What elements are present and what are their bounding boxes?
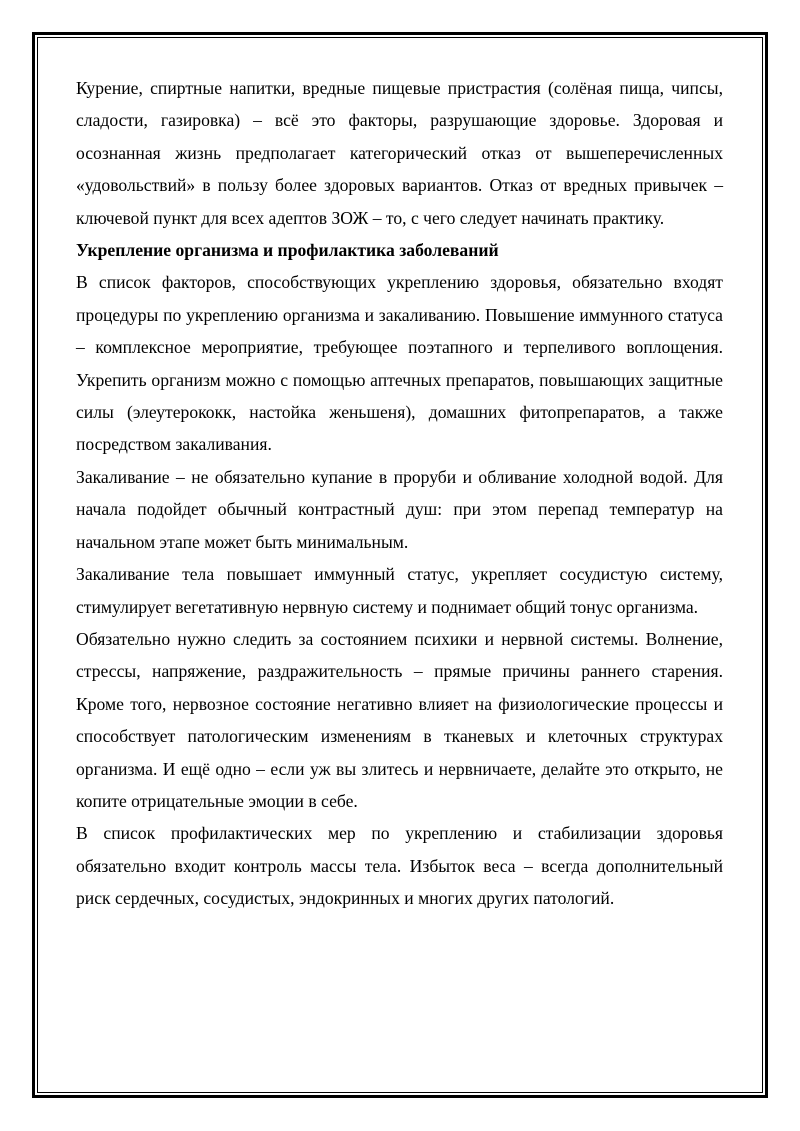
- section-heading: Укрепление организма и профилактика заболеваний: [76, 240, 499, 261]
- paragraph-hardening: Закаливание – не обязательно купание в проруби и обливание холодной водой. Для начала подойдет обычный контрастный душ: при этом перепад температур на начальном этапе может быть минимальным.: [76, 466, 723, 552]
- paragraph-hardening-benefits: Закаливание тела повышает иммунный статус, укрепляет сосудистую систему, стимулирует вегетативную нервную систему и поднимает общий тонус организма.: [76, 564, 723, 617]
- paragraph-nervous-system: Обязательно нужно следить за состоянием психики и нервной системы. Волнение, стрессы, напряжение, раздражительность – прямые причины раннего старения. Кроме того, нервозное состояние негативно влияет на физиологические процессы и способствует патологическим изменениям в тканевых и клеточных структурах организма. И ещё одно – если уж вы злитесь и нервничаете, делайте это открыто, не копите отрицательные эмоции в себе.: [76, 628, 723, 811]
- document-body: [76, 72, 723, 915]
- paragraph-strengthening: В список факторов, способствующих укреплению здоровья, обязательно входят процедуры по укреплению организма и закаливанию. Повышение иммунного статуса – комплексное мероприятие, требующее поэтапного и терпеливого воплощения. Укрепить организм можно с помощью аптечных препаратов, повышающих защитные силы (элеутерококк, настойка женьшеня), домашних фитопрепаратов, а также посредством закаливания.: [76, 272, 723, 455]
- paragraph-weight-control: В список профилактических мер по укреплению и стабилизации здоровья обязательно входит контроль массы тела. Избыток веса – всегда дополнительный риск сердечных, сосудистых, эндокринных и многих других патологий.: [76, 823, 723, 909]
- paragraph-bad-habits: Курение, спиртные напитки, вредные пищевые пристрастия (солёная пища, чипсы, сладости, газировка) – всё это факторы, разрушающие здоровье. Здоровая и осознанная жизнь предполагает категорический отказ от вышеперечисленных «удовольствий» в пользу более здоровых вариантов. Отказ от вредных привычек – ключевой пункт для всех адептов ЗОЖ – то, с чего следует начинать практику.: [76, 78, 723, 228]
